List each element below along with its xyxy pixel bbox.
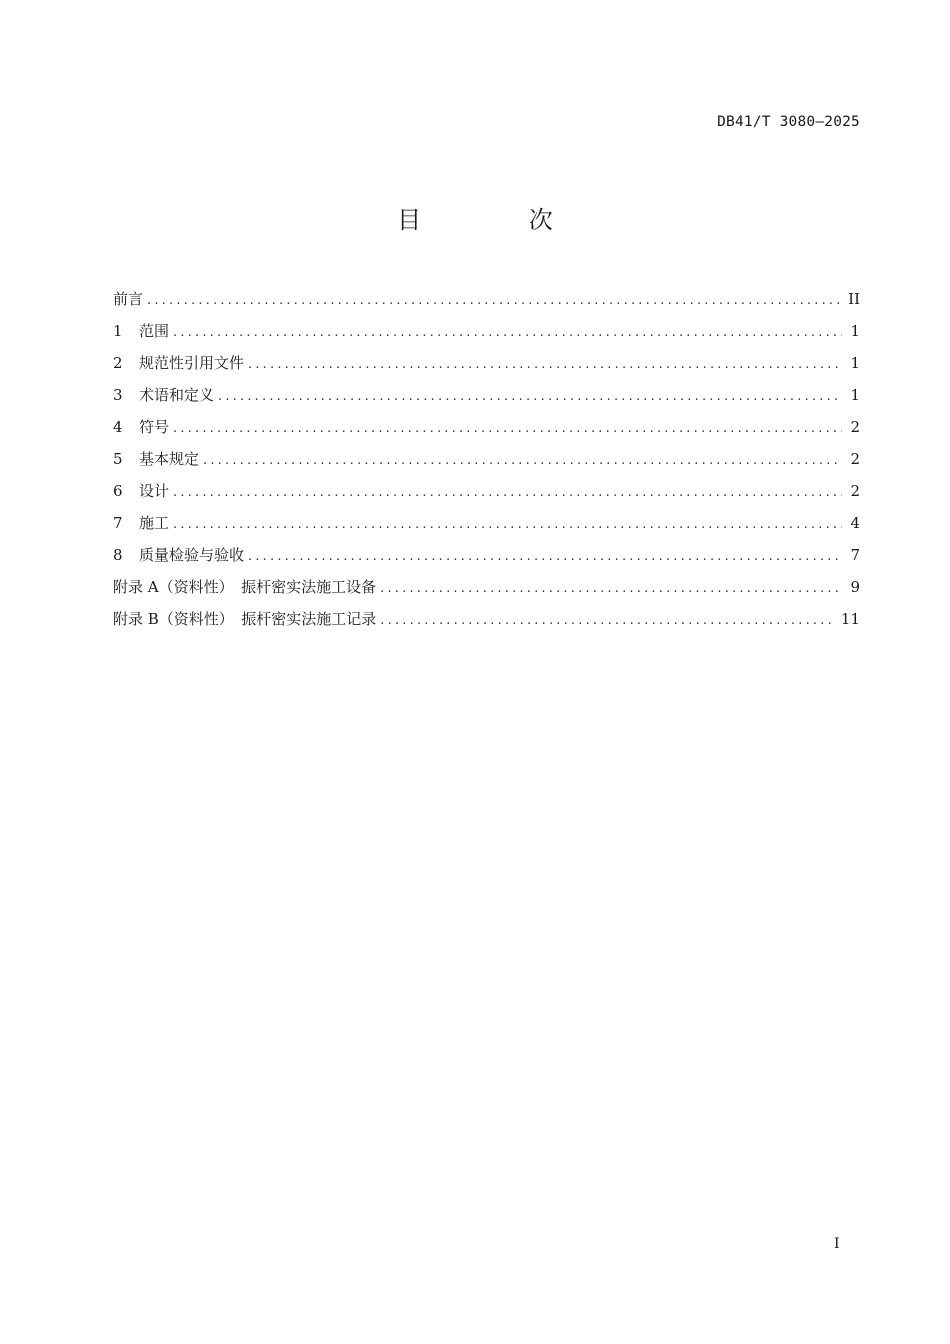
toc-entry-scope[interactable] — [113, 318, 860, 350]
toc-section-number: 5 — [113, 450, 123, 468]
document-code: DB41/T 3080—2025 — [717, 114, 860, 130]
toc-dot-leader — [380, 576, 842, 602]
toc-page-number: 2 — [850, 450, 860, 468]
toc-page-number: 2 — [850, 482, 860, 500]
page-title: 目 次 — [397, 206, 603, 234]
toc-page-number: 7 — [850, 546, 860, 564]
toc-dot-leader — [173, 512, 842, 538]
toc-page-number: 4 — [850, 514, 860, 532]
toc-page-number: 1 — [850, 354, 860, 372]
toc-section-number: 6 — [113, 482, 123, 500]
toc-page-number: 2 — [850, 418, 860, 436]
table-of-contents — [113, 286, 860, 638]
toc-entry-label: 质量检验与验收 — [139, 546, 245, 564]
toc-dot-leader — [147, 288, 842, 314]
toc-entry-label: 施工 — [139, 514, 170, 532]
toc-dot-leader — [218, 384, 842, 410]
toc-entry-normative-references[interactable] — [113, 350, 860, 382]
toc-dot-leader — [173, 416, 842, 442]
toc-section-number: 8 — [113, 546, 123, 564]
toc-page-number: 1 — [850, 386, 860, 404]
toc-page-number: II — [848, 290, 860, 308]
toc-page-number: 11 — [840, 610, 860, 628]
toc-entry-appendix-b[interactable] — [113, 606, 860, 638]
toc-entry-basic-provisions[interactable] — [113, 446, 860, 478]
toc-entry-symbols[interactable] — [113, 414, 860, 446]
toc-section-number: 1 — [113, 322, 123, 340]
toc-entry-design[interactable] — [113, 478, 860, 510]
toc-entry-foreword[interactable] — [113, 286, 860, 318]
toc-entry-label: 规范性引用文件 — [139, 354, 245, 372]
toc-entry-label: 术语和定义 — [139, 386, 215, 404]
toc-entry-label: 基本规定 — [139, 450, 200, 468]
toc-entry-quality-inspection[interactable] — [113, 542, 860, 574]
toc-dot-leader — [203, 448, 842, 474]
toc-section-number: 3 — [113, 386, 123, 404]
toc-entry-label: 附录 A（资料性） 振杆密实法施工设备 — [113, 578, 377, 596]
toc-entry-label: 附录 B（资料性） 振杆密实法施工记录 — [113, 610, 377, 628]
toc-dot-leader — [173, 320, 842, 346]
toc-entry-appendix-a[interactable] — [113, 574, 860, 606]
toc-section-number: 7 — [113, 514, 123, 532]
toc-dot-leader — [248, 544, 842, 570]
toc-entry-label: 前言 — [113, 290, 144, 308]
toc-page-number: 1 — [850, 322, 860, 340]
toc-entry-construction[interactable] — [113, 510, 860, 542]
toc-entry-label: 符号 — [139, 418, 170, 436]
toc-dot-leader — [380, 608, 835, 634]
toc-dot-leader — [248, 352, 842, 378]
toc-dot-leader — [173, 480, 842, 506]
toc-entry-label: 设计 — [139, 482, 170, 500]
toc-entry-label: 范围 — [139, 322, 170, 340]
toc-page-number: 9 — [850, 578, 860, 596]
toc-section-number: 2 — [113, 354, 123, 372]
toc-section-number: 4 — [113, 418, 123, 436]
page-number: I — [834, 1236, 840, 1252]
toc-entry-terms-definitions[interactable] — [113, 382, 860, 414]
